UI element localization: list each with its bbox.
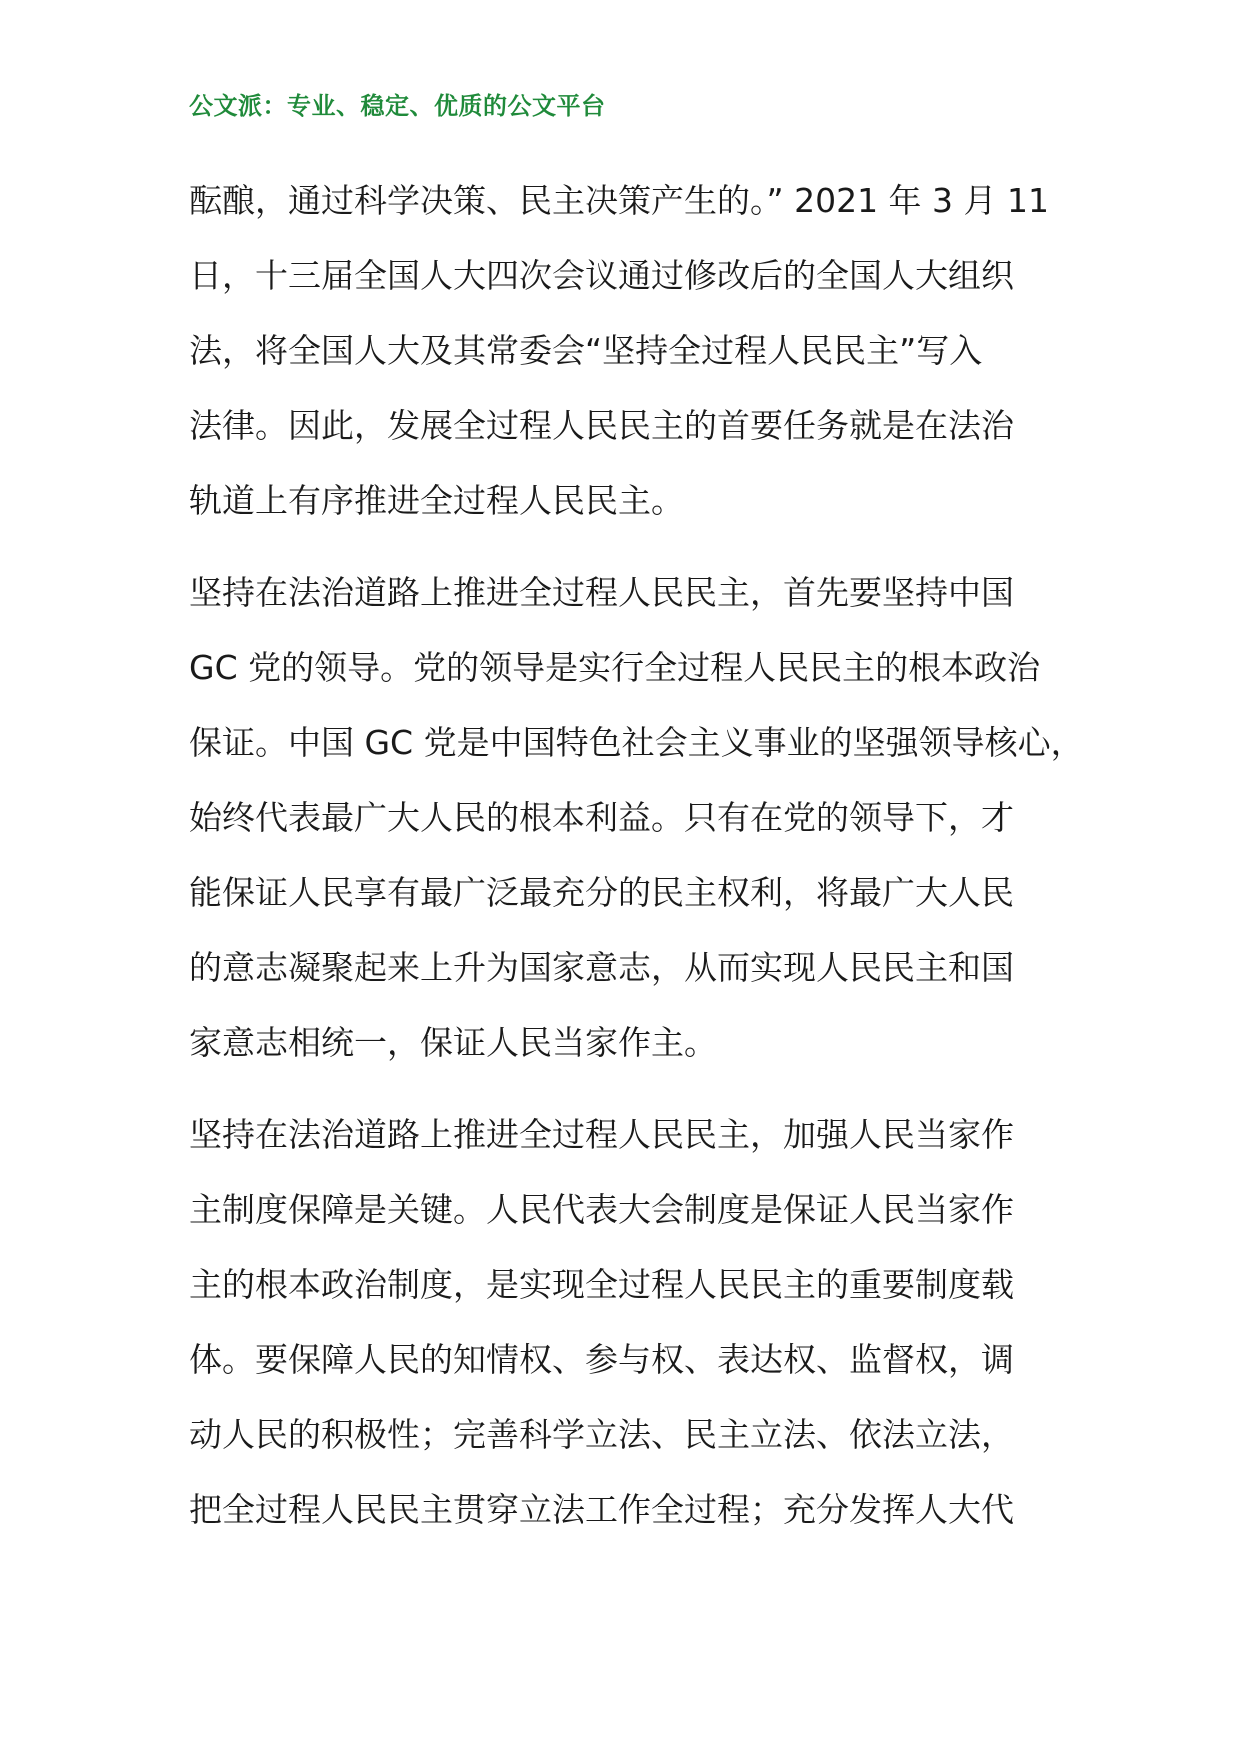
paragraph-gap xyxy=(189,538,1069,555)
page-header: 公文派：专业、稳定、优质的公文平台 xyxy=(189,92,606,120)
text-line: 把全过程人民民主贯穿立法工作全过程；充分发挥人大代 xyxy=(189,1490,1014,1529)
text-line: 法律。因此，发展全过程人民民主的首要任务就是在法治 xyxy=(189,406,1014,445)
paragraph-gap xyxy=(189,1080,1069,1097)
text-line: GC 党的领导。党的领导是实行全过程人民民主的根本政治 xyxy=(189,648,1041,687)
text-line: 轨道上有序推进全过程人民民主。 xyxy=(189,481,684,520)
text-line: 能保证人民享有最广泛最充分的民主权利，将最广大人民 xyxy=(189,873,1014,912)
text-line: 坚持在法治道路上推进全过程人民民主，首先要坚持中国 xyxy=(189,573,1014,612)
paragraph-3 xyxy=(189,1097,1069,1547)
text-line: 始终代表最广大人民的根本利益。只有在党的领导下，才 xyxy=(189,798,1014,837)
text-line: 体。要保障人民的知情权、参与权、表达权、监督权，调 xyxy=(189,1340,1014,1379)
text-line: 家意志相统一，保证人民当家作主。 xyxy=(189,1023,717,1062)
text-line: 的意志凝聚起来上升为国家意志，从而实现人民民主和国 xyxy=(189,948,1014,987)
text-line: 主的根本政治制度，是实现全过程人民民主的重要制度载 xyxy=(189,1265,1014,1304)
text-line: 主制度保障是关键。人民代表大会制度是保证人民当家作 xyxy=(189,1190,1014,1229)
text-line: 动人民的积极性；完善科学立法、民主立法、依法立法， xyxy=(189,1415,1014,1454)
text-line: 保证。中国 GC 党是中国特色社会主义事业的坚强领导核心， xyxy=(189,723,1084,762)
paragraph-1 xyxy=(189,163,1069,538)
text-line: 坚持在法治道路上推进全过程人民民主，加强人民当家作 xyxy=(189,1115,1014,1154)
paragraph-2 xyxy=(189,555,1084,1080)
text-line: 酝酿，通过科学决策、民主决策产生的。” 2021 年 3 月 11 xyxy=(189,181,1050,220)
text-line: 法，将全国人大及其常委会“坚持全过程人民民主”写入 xyxy=(189,331,983,370)
text-line: 日，十三届全国人大四次会议通过修改后的全国人大组织 xyxy=(189,256,1014,295)
document-body xyxy=(189,163,1084,1547)
